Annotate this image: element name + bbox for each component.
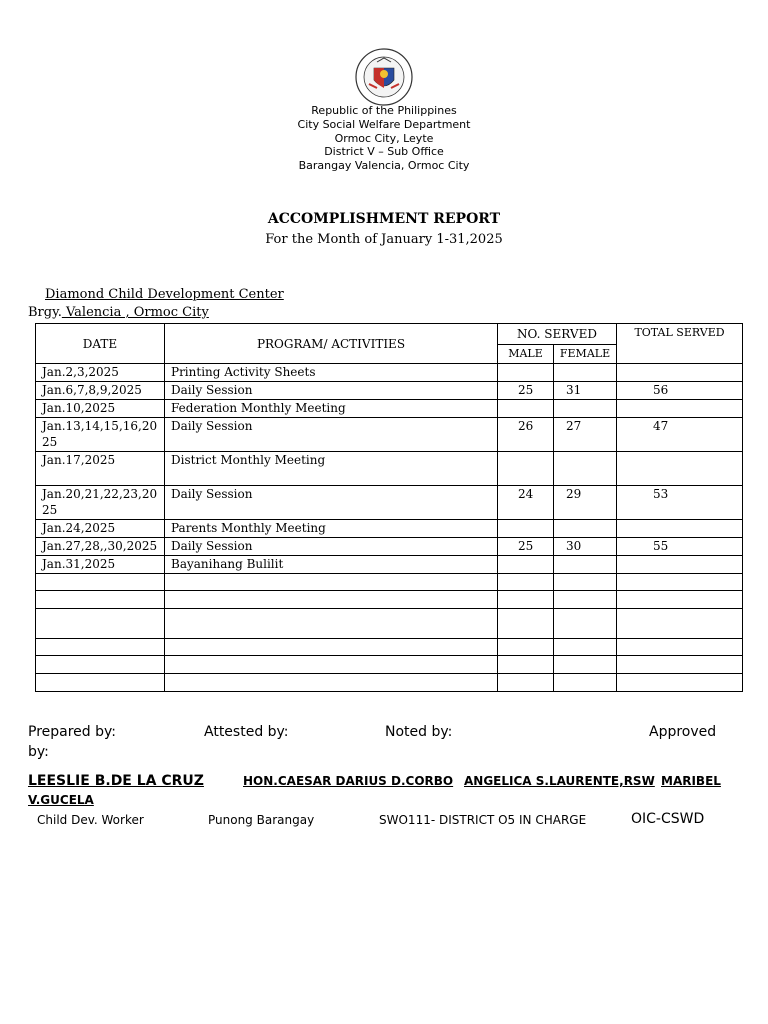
row-activity: Daily Session [165, 538, 498, 556]
row-male [498, 400, 554, 418]
approved-by-role: OIC-CSWD [631, 811, 705, 827]
header-female: FEMALE [554, 345, 617, 364]
row-female [554, 609, 617, 639]
center-name: Diamond Child Development Center [45, 287, 284, 302]
row-activity [165, 656, 498, 674]
row-total: 47 [617, 418, 743, 452]
row-total [617, 639, 743, 656]
row-female [554, 556, 617, 574]
table-row [36, 364, 743, 382]
row-total [617, 364, 743, 382]
row-total: 53 [617, 486, 743, 520]
report-period: For the Month of January 1-31,2025 [265, 232, 503, 247]
row-male: 24 [498, 486, 554, 520]
table-row [36, 538, 743, 556]
row-date [36, 609, 165, 639]
row-date: Jan.6,7,8,9,2025 [36, 382, 165, 400]
row-date [36, 574, 165, 591]
row-date [36, 674, 165, 692]
row-female [554, 639, 617, 656]
table-row [36, 452, 743, 486]
table-row [36, 591, 743, 609]
row-total [617, 591, 743, 609]
row-male: 26 [498, 418, 554, 452]
table-row [36, 400, 743, 418]
row-female: 30 [554, 538, 617, 556]
header-line: City Social Welfare Department [297, 117, 471, 131]
row-date [36, 639, 165, 656]
table-body [36, 364, 743, 692]
row-male: 25 [498, 382, 554, 400]
row-date: Jan.27,28,,30,2025 [36, 538, 165, 556]
brgy-prefix: Brgy. [28, 305, 62, 320]
row-total [617, 609, 743, 639]
row-activity [165, 591, 498, 609]
brgy-place: Valencia , Ormoc City [61, 305, 209, 320]
row-date: Jan.31,2025 [36, 556, 165, 574]
row-female [554, 591, 617, 609]
row-female [554, 400, 617, 418]
row-activity [165, 674, 498, 692]
row-date: Jan.10,2025 [36, 400, 165, 418]
noted-by-name: ANGELICA S.LAURENTE,RSW [464, 774, 655, 788]
header-date: DATE [36, 324, 165, 364]
row-female [554, 364, 617, 382]
table-row [36, 556, 743, 574]
row-female [554, 574, 617, 591]
table-row [36, 486, 743, 520]
header-male: MALE [498, 345, 554, 364]
row-female: 27 [554, 418, 617, 452]
row-male [498, 591, 554, 609]
approved-label: Approved [649, 724, 717, 740]
row-male [498, 609, 554, 639]
accomplishment-table [35, 323, 743, 692]
header-line: District V – Sub Office [324, 145, 444, 159]
table-row [36, 574, 743, 591]
row-activity [165, 639, 498, 656]
row-male [498, 574, 554, 591]
prepared-by-role: Child Dev. Worker [37, 813, 144, 827]
row-male [498, 656, 554, 674]
attested-by-name: HON.CAESAR DARIUS D.CORBO [243, 774, 454, 788]
row-total: 55 [617, 538, 743, 556]
row-total [617, 400, 743, 418]
approved-by-name: MARIBEL [661, 774, 721, 788]
row-date: Jan.2,3,2025 [36, 364, 165, 382]
row-activity: Parents Monthly Meeting [165, 520, 498, 538]
row-male: 25 [498, 538, 554, 556]
row-total [617, 656, 743, 674]
row-female [554, 520, 617, 538]
row-male [498, 556, 554, 574]
row-activity: District Monthly Meeting [165, 452, 498, 486]
row-date: Jan.20,21,22,23,2025 [36, 486, 165, 520]
row-total: 56 [617, 382, 743, 400]
prepared-by-label: Prepared by: [28, 724, 116, 740]
barangay-line [28, 305, 209, 320]
row-total [617, 452, 743, 486]
header-program: PROGRAM/ ACTIVITIES [165, 324, 498, 364]
header-line: Ormoc City, Leyte [334, 131, 434, 145]
row-male [498, 452, 554, 486]
attested-by-label: Attested by: [204, 724, 289, 740]
prepared-by-name: LEESLIE B.DE LA CRUZ [28, 773, 204, 789]
row-total [617, 574, 743, 591]
row-date [36, 656, 165, 674]
row-female [554, 656, 617, 674]
city-seal-logo [355, 48, 413, 106]
row-male [498, 520, 554, 538]
row-male [498, 674, 554, 692]
agency-header [0, 104, 768, 173]
table-row [36, 674, 743, 692]
row-date: Jan.13,14,15,16,2025 [36, 418, 165, 452]
table-row [36, 639, 743, 656]
row-activity: Federation Monthly Meeting [165, 400, 498, 418]
row-activity: Printing Activity Sheets [165, 364, 498, 382]
row-total [617, 674, 743, 692]
row-activity: Daily Session [165, 418, 498, 452]
row-total [617, 556, 743, 574]
header-line: Republic of the Philippines [311, 104, 457, 117]
row-female: 29 [554, 486, 617, 520]
row-date [36, 591, 165, 609]
row-male [498, 639, 554, 656]
noted-by-role: SWO111- DISTRICT O5 IN CHARGE [379, 813, 587, 827]
row-activity: Daily Session [165, 382, 498, 400]
row-total [617, 520, 743, 538]
row-female: 31 [554, 382, 617, 400]
attested-by-role: Punong Barangay [208, 813, 315, 827]
table-row [36, 418, 743, 452]
header-no-served: NO. SERVED [498, 324, 617, 345]
row-female [554, 674, 617, 692]
header-total-served: TOTAL SERVED [617, 324, 743, 364]
row-date: Jan.24,2025 [36, 520, 165, 538]
row-activity [165, 609, 498, 639]
row-date: Jan.17,2025 [36, 452, 165, 486]
table-row [36, 382, 743, 400]
row-female [554, 452, 617, 486]
table-row [36, 609, 743, 639]
table-row [36, 656, 743, 674]
approved-by-name-cont: V.GUCELA [28, 793, 94, 807]
table-row [36, 520, 743, 538]
by-label: by: [28, 744, 49, 760]
noted-by-label: Noted by: [385, 724, 453, 740]
row-activity [165, 574, 498, 591]
row-male [498, 364, 554, 382]
header-line: Barangay Valencia, Ormoc City [298, 159, 470, 173]
row-activity: Daily Session [165, 486, 498, 520]
row-activity: Bayanihang Bulilit [165, 556, 498, 574]
report-title: ACCOMPLISHMENT REPORT [267, 211, 501, 227]
